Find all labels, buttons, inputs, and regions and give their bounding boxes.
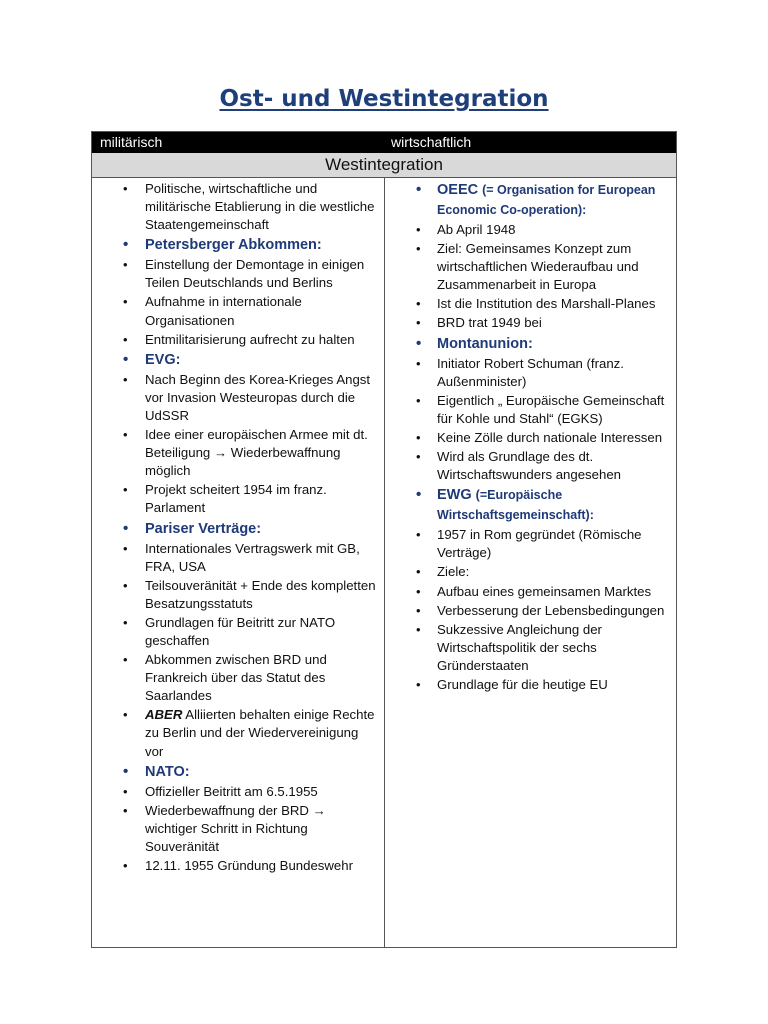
aber-text: Alliierten behalten einige Rechte zu Berlin und der Wiedervereinigung vor bbox=[145, 707, 375, 759]
section-heading-evg: • EVG: bbox=[92, 350, 384, 370]
section-heading-nato: • NATO: bbox=[92, 762, 384, 782]
header-wirtschaftlich: wirtschaftlich bbox=[391, 134, 472, 150]
list-item: • Grundlage für die heutige EU bbox=[385, 676, 676, 694]
integration-table bbox=[91, 131, 677, 948]
list-militaerisch bbox=[92, 178, 384, 875]
list-item: • Sukzessive Angleichung der Wirtschaftspolitik der sechs Gründerstaaten bbox=[385, 621, 676, 675]
ewg-heading: EWG bbox=[437, 487, 472, 504]
column-militaerisch bbox=[92, 178, 385, 947]
list-item: • Ziele: bbox=[385, 563, 676, 581]
list-item: • Eigentlich „ Europäische Gemeinschaft für Kohle und Stahl“ (EGKS) bbox=[385, 392, 676, 428]
column-wirtschaftlich bbox=[385, 178, 676, 947]
page-title-wrapper bbox=[0, 86, 768, 112]
ewg-heading-sub: (=Europäische Wirtschaftsgemeinschaft): bbox=[437, 488, 594, 523]
page-title: Ost- und Westintegration bbox=[219, 86, 549, 112]
list-item: • Aufbau eines gemeinsamen Marktes bbox=[385, 583, 676, 601]
section-heading-petersberg: • Petersberger Abkommen: bbox=[92, 235, 384, 255]
list-wirtschaftlich bbox=[385, 178, 676, 694]
subheader-westintegration: Westintegration bbox=[92, 153, 676, 178]
list-item: • 1957 in Rom gegründet (Römische Verträge) bbox=[385, 526, 676, 562]
list-item: • Grundlagen für Beitritt zur NATO geschaffen bbox=[92, 614, 384, 650]
oeec-heading-sub: (= Organisation for European Economic Co-operation): bbox=[437, 183, 656, 217]
list-item: • Ab April 1948 bbox=[385, 221, 676, 239]
list-item: • Entmilitarisierung aufrecht zu halten bbox=[92, 331, 384, 349]
list-item: • BRD trat 1949 bei bbox=[385, 314, 676, 332]
list-item: • Einstellung der Demontage in einigen Teilen Deutschlands und Berlins bbox=[92, 256, 384, 292]
list-item: • Abkommen zwischen BRD und Frankreich über das Statut des Saarlandes bbox=[92, 651, 384, 705]
list-item: • Ziel: Gemeinsames Konzept zum wirtschaftlichen Wiederaufbau und Zusammenarbeit in Europa bbox=[385, 240, 676, 294]
list-item: • Verbesserung der Lebensbedingungen bbox=[385, 602, 676, 620]
list-item: • Aufnahme in internationale Organisationen bbox=[92, 293, 384, 329]
list-item: • 12.11. 1955 Gründung Bundeswehr bbox=[92, 857, 384, 875]
list-item: • Politische, wirtschaftliche und militärische Etablierung in die westliche Staatengemeinschaft bbox=[92, 180, 384, 234]
list-item: • Offizieller Beitritt am 6.5.1955 bbox=[92, 783, 384, 801]
list-item: • Nach Beginn des Korea-Krieges Angst vor Invasion Westeuropas durch die UdSSR bbox=[92, 371, 384, 425]
list-item-aber bbox=[92, 706, 384, 760]
table-header-row bbox=[92, 132, 676, 153]
oeec-heading: OEEC bbox=[437, 182, 479, 198]
list-item: • Initiator Robert Schuman (franz. Außenminister) bbox=[385, 355, 676, 391]
list-item: • Idee einer europäischen Armee mit dt. Beteiligung → Wiederbewaffnung möglich bbox=[92, 426, 384, 480]
section-heading-montanunion: • Montanunion: bbox=[385, 334, 676, 354]
list-item: • Wiederbewaffnung der BRD → wichtiger Schritt in Richtung Souveränität bbox=[92, 802, 384, 856]
list-item: • Projekt scheitert 1954 im franz. Parlament bbox=[92, 481, 384, 517]
section-heading-ewg bbox=[385, 485, 676, 525]
list-item: • Internationales Vertragswerk mit GB, FRA, USA bbox=[92, 540, 384, 576]
list-item: • Teilsouveränität + Ende des kompletten Besatzungsstatuts bbox=[92, 577, 384, 613]
list-item: • Wird als Grundlage des dt. Wirtschaftswunders angesehen bbox=[385, 448, 676, 484]
section-heading-pariser-vertraege: • Pariser Verträge: bbox=[92, 519, 384, 539]
aber-prefix: ABER bbox=[145, 707, 183, 723]
list-item: • Keine Zölle durch nationale Interessen bbox=[385, 429, 676, 447]
section-heading-oeec bbox=[385, 180, 676, 220]
list-item: • Ist die Institution des Marshall-Planes bbox=[385, 295, 676, 313]
header-militaerisch: militärisch bbox=[100, 134, 163, 150]
